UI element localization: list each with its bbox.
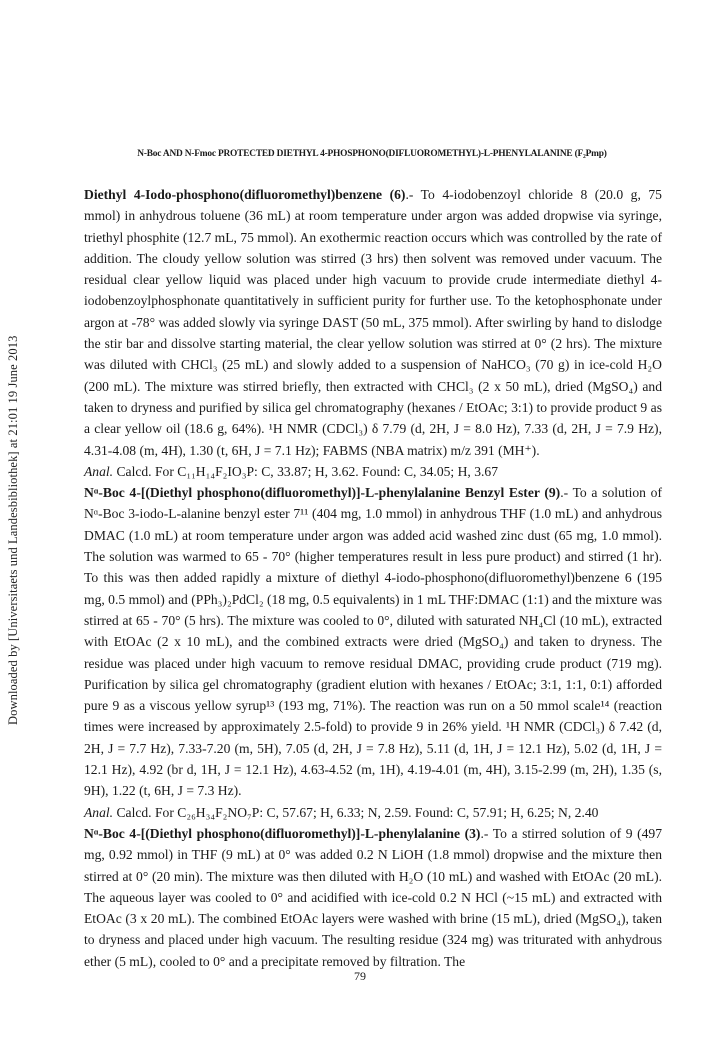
download-watermark: Downloaded by [Universitaets und Landesbibliothek] at 21:01 19 June 2013 — [6, 335, 20, 725]
compound-6-procedure: .- To 4-iodobenzoyl chloride 8 (20.0 g, 75 mmol) in anhydrous toluene (36 mL) at room temperature under argon was added dropwise via syringe, triethyl phosphite (12.7 mL, 75 mmol). An exothermic reaction occurs which was controlled by the rate of addition. The cloudy yellow solution was stirred (3 hrs) then solvent was removed under vacuum. The residual clear yellow liquid was placed under high vacuum to provide crude intermediate diethyl 4-iodobenzoylphosphonate quantitatively in sufficient purity for further use. To the ketophosphonate under argon at -78° was added slowly via syringe DAST (50 mL, 375 mmol). After swirling by hand to dislodge the stir bar and dissolve starting material, the clear yellow solution was stirred at 0° (2 hrs). The mixture was diluted with CHCl₃ (25 mL) and slowly added to a suspension of NaHCO₃ (70 g) in ice-cold H₂O (200 mL). The mixture was stirred briefly, then extracted with CHCl₃ (2 x 50 mL), dried (MgSO₄) and taken to dryness and purified by silica gel chromatography (hexanes / EtOAc; 3:1) to provide product 9 as a clear yellow oil (18.6 g, 64%). ¹H NMR (CDCl₃) δ 7.79 (d, 2H, J = 8.0 Hz), 7.33 (d, 2H, J = 7.9 Hz), 4.31-4.08 (m, 4H), 1.30 (t, 6H, J = 7.1 Hz); FABMS (NBA matrix) m/z 391 (MH⁺). — [84, 187, 662, 458]
anal-label: Anal. — [84, 463, 114, 479]
anal-compound-6 — [84, 461, 662, 482]
article-body — [84, 184, 662, 972]
running-title: N-Boc AND N-Fmoc PROTECTED DIETHYL 4-PHOSPHONO(DIFLUOROMETHYL)-L-PHENYLALANINE (F₂Pmp) — [137, 149, 607, 159]
anal-values: Calcd. For C₁₁H₁₄F₂IO₃P: C, 33.87; H, 3.62. Found: C, 34.05; H, 3.67 — [113, 463, 498, 479]
compound-9-heading: Nᵅ-Boc 4-[(Diethyl phosphono(difluoromethyl)]-L-phenylalanine Benzyl Ester (9) — [84, 485, 561, 501]
paragraph-compound-9 — [84, 482, 662, 801]
page-number: 79 — [354, 969, 366, 983]
compound-6-heading: Diethyl 4-Iodo-phosphono(difluoromethyl)benzene (6) — [84, 187, 406, 202]
anal-compound-9 — [84, 802, 662, 823]
paragraph-compound-3 — [84, 823, 662, 972]
compound-3-procedure: .- To a stirred solution of 9 (497 mg, 0.92 mmol) in THF (9 mL) at 0° was added 0.2 N LiOH (1.8 mmol) dropwise and the mixture then stirred at 0° (20 min). The mixture was then diluted with H₂O (10 mL) and washed with EtOAc (20 mL). The aqueous layer was cooled to 0° and acidified with ice-cold 0.2 N HCl (~15 mL) and extracted with EtOAc (3 x 20 mL). The combined EtOAc layers were washed with brine (15 mL), dried (MgSO₄), taken to dryness and placed under high vacuum. The resulting residue (324 mg) was triturated with anhydrous ether (5 mL), cooled to 0° and a precipitate removed by filtration. The — [84, 825, 662, 969]
anal-values: Calcd. For C₂₆H₃₄F₂NO₇P: C, 57.67; H, 6.33; N, 2.59. Found: C, 57.91; H, 6.25; N, 2.40 — [113, 804, 599, 820]
compound-3-heading: Nᵅ-Boc 4-[(Diethyl phosphono(difluoromethyl)]-L-phenylalanine (3) — [84, 825, 481, 841]
paragraph-compound-6 — [84, 184, 662, 461]
compound-9-procedure: .- To a solution of Nᵅ-Boc 3-iodo-L-alanine benzyl ester 7¹¹ (404 mg, 1.0 mmol) in anhydrous THF (1.0 mL) and anhydrous DMAC (1.0 mL) at room temperature under argon was added acid washed zinc dust (65 mg, 1.0 mmol). The solution was warmed to 65 - 70° (higher temperatures result in less pure product) and stirred (1 hr). To this was then added rapidly a mixture of diethyl 4-iodo-phosphono(difluoromethyl)benzene 6 (195 mg, 0.5 mmol) and (PPh₃)₂PdCl₂ (18 mg, 0.5 equivalents) in 1 mL THF:DMAC (1:1) and the mixture was stirred at 65 - 70° (5 hrs). The mixture was cooled to 0°, diluted with saturated NH₄Cl (10 mL), extracted with EtOAc (2 x 10 mL), and the combined extracts were dried (MgSO₄) and taken to dryness. The residue was placed under high vacuum to remove residual DMAC, providing crude product (719 mg). Purification by silica gel chromatography (gradient elution with hexanes / EtOAc; 3:1, 1:1, 0:1) afforded pure 9 as a viscous yellow syrup¹³ (193 mg, 71%). The reaction was run on a 50 mmol scale¹⁴ (reaction times were increased by approximately 2.5-fold) to provide 9 in 26% yield. ¹H NMR (CDCl₃) δ 7.42 (d, 2H, J = 7.7 Hz), 7.33-7.20 (m, 5H), 7.05 (d, 2H, J = 7.8 Hz), 5.11 (d, 1H, J = 12.1 Hz), 5.02 (d, 1H, J = 12.1 Hz), 4.92 (br d, 1H, J = 12.1 Hz), 4.63-4.52 (m, 1H), 4.19-4.01 (m, 4H), 3.15-2.99 (m, 2H), 1.35 (s, 9H), 1.22 (t, 6H, J = 7.3 Hz). — [84, 485, 663, 799]
anal-label: Anal. — [84, 804, 114, 820]
